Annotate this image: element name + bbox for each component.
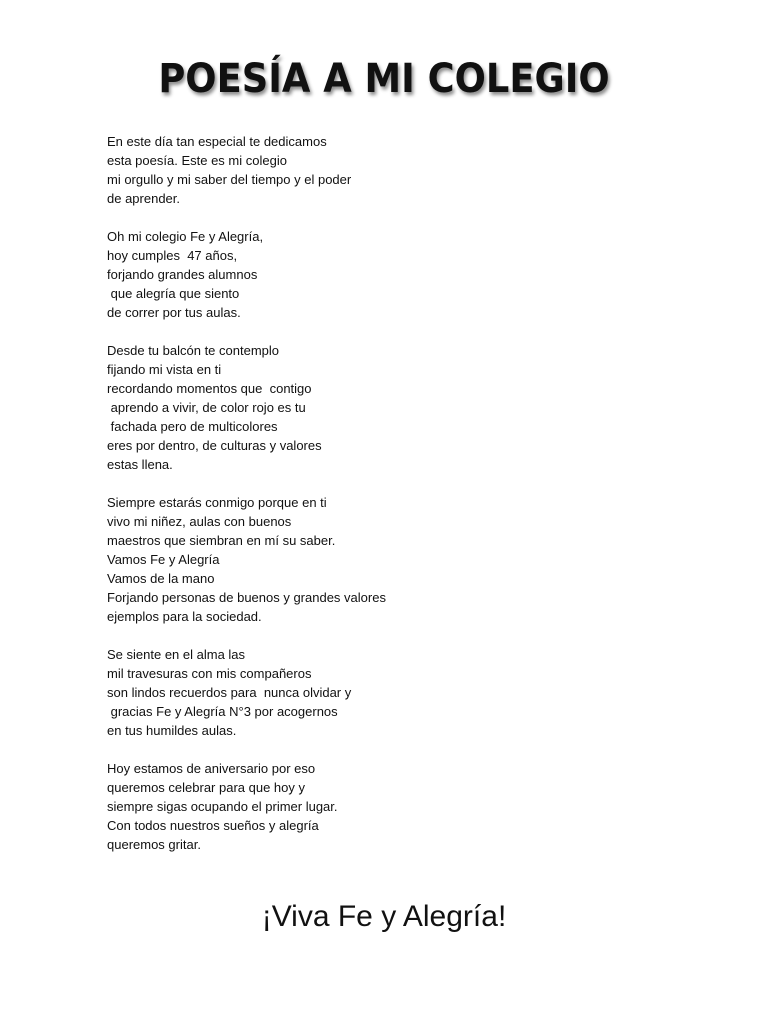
poem-line: en tus humildes aulas. <box>107 723 237 738</box>
poem-line: Desde tu balcón te contemplo <box>107 343 279 358</box>
poem-line: de correr por tus aulas. <box>107 305 241 320</box>
poem-line: mi orgullo y mi saber del tiempo y el poder <box>107 172 352 187</box>
poem-line: esta poesía. Este es mi colegio <box>107 153 287 168</box>
poem-line: queremos gritar. <box>107 837 201 852</box>
stanza-5 <box>107 645 567 740</box>
page-title: POESÍA A MI COLEGIO <box>158 56 610 102</box>
stanza-1 <box>107 132 567 208</box>
poem-line: mil travesuras con mis compañeros <box>107 666 312 681</box>
poem-line: recordando momentos que contigo <box>107 381 312 396</box>
poem-line: que alegría que siento <box>107 286 240 301</box>
closing-exclamation: ¡Viva Fe y Alegría! <box>261 900 507 933</box>
poem-line: fijando mi vista en ti <box>107 362 222 377</box>
poem-line: de aprender. <box>107 191 181 206</box>
poem-line: hoy cumples 47 años, <box>107 248 238 263</box>
poem-line: Se siente en el alma las <box>107 647 246 662</box>
poem-line: maestros que siembran en mí su saber. <box>107 533 336 548</box>
poem-line: son lindos recuerdos para nunca olvidar y <box>107 685 352 700</box>
stanza-3 <box>107 341 567 474</box>
poem-line: Vamos de la mano <box>107 571 215 586</box>
poem-line: eres por dentro, de culturas y valores <box>107 438 322 453</box>
poem-line: Vamos Fe y Alegría <box>107 552 220 567</box>
poem-line: Con todos nuestros sueños y alegría <box>107 818 319 833</box>
poem-line: Forjando personas de buenos y grandes valores <box>107 590 386 605</box>
poem-line: aprendo a vivir, de color rojo es tu <box>107 400 306 415</box>
poem-line: En este día tan especial te dedicamos <box>107 134 327 149</box>
poem-line: Siempre estarás conmigo porque en ti <box>107 495 327 510</box>
poem-line: ejemplos para la sociedad. <box>107 609 262 624</box>
poem-line: queremos celebrar para que hoy y <box>107 780 306 795</box>
stanza-2 <box>107 227 567 322</box>
poem-line: vivo mi niñez, aulas con buenos <box>107 514 292 529</box>
poem-line: fachada pero de multicolores <box>107 419 278 434</box>
poem-line: estas llena. <box>107 457 173 472</box>
poem-line: siempre sigas ocupando el primer lugar. <box>107 799 338 814</box>
stanza-6 <box>107 759 567 854</box>
stanza-4 <box>107 493 567 626</box>
poem-line: Oh mi colegio Fe y Alegría, <box>107 229 264 244</box>
poem-line: gracias Fe y Alegría N°3 por acogernos <box>107 704 338 719</box>
poem-body <box>107 132 567 873</box>
poem-line: forjando grandes alumnos <box>107 267 258 282</box>
poem-line: Hoy estamos de aniversario por eso <box>107 761 316 776</box>
